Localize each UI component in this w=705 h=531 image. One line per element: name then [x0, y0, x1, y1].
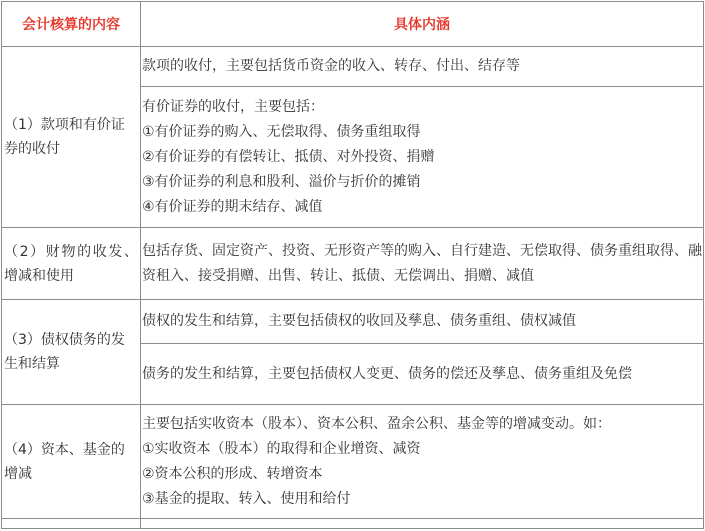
content-line: ④有价证券的期末结存、减值 [142, 198, 323, 215]
header-accounting-content: 会计核算的内容 [2, 2, 141, 47]
content-cell [141, 47, 704, 87]
category-label: （1）款项和有价证券的收付 [4, 117, 125, 157]
category-cell-3 [2, 300, 141, 405]
content-line: 主要包括实收资本（股本）、资本公积、盈余公积、基金等的增减变动。如： [142, 415, 611, 432]
content-cell [141, 344, 704, 405]
header-specific-meaning: 具体内涵 [141, 2, 704, 47]
content-line: ②有价证券的有偿转让、抵债、对外投资、捐赠 [142, 148, 435, 165]
table-row [2, 300, 704, 344]
content-line: ③有价证券的利息和股利、溢价与折价的摊销 [142, 173, 421, 190]
table-row-cutoff [2, 519, 704, 529]
content-line: ①有价证券的购入、无偿取得、债务重组取得 [142, 123, 421, 140]
category-label: （2）财物的收发、增减和使用 [4, 243, 138, 284]
content-cell [141, 405, 704, 519]
content-cell [141, 87, 704, 228]
content-line: ①实收资本（股本）的取得和企业增资、减资 [142, 440, 421, 457]
category-cell-2 [2, 228, 141, 300]
empty-cell [141, 519, 704, 529]
category-label: （3）债权债务的发生和结算 [4, 332, 125, 372]
category-cell-4 [2, 405, 141, 519]
content-cell [141, 228, 704, 300]
table-header-row [2, 2, 704, 47]
content-line: 款项的收付，主要包括货币资金的收入、转存、付出、结存等 [142, 58, 520, 74]
category-cell-1 [2, 47, 141, 228]
table-row [2, 405, 704, 519]
accounting-content-table [1, 1, 704, 529]
content-line: 债权的发生和结算，主要包括债权的收回及孳息、债务重组、债权减值 [142, 313, 576, 329]
category-label: （4）资本、基金的增减 [4, 441, 125, 482]
table-row [2, 47, 704, 87]
table-row [2, 228, 704, 300]
content-line: 有价证券的收付，主要包括： [142, 98, 324, 115]
content-cell [141, 300, 704, 344]
content-line: ③基金的提取、转入、使用和给付 [142, 490, 351, 507]
content-line: ②资本公积的形成、转增资本 [142, 465, 323, 482]
empty-cell [2, 519, 141, 529]
content-line: 债务的发生和结算，主要包括债权人变更、债务的偿还及孳息、债务重组及免偿 [142, 365, 632, 382]
content-line: 包括存货、固定资产、投资、无形资产等的购入、自行建造、无偿取得、债务重组取得、融资租入、接受捐赠、出售、转让、抵债、无偿调出、捐赠、减值 [142, 242, 702, 284]
